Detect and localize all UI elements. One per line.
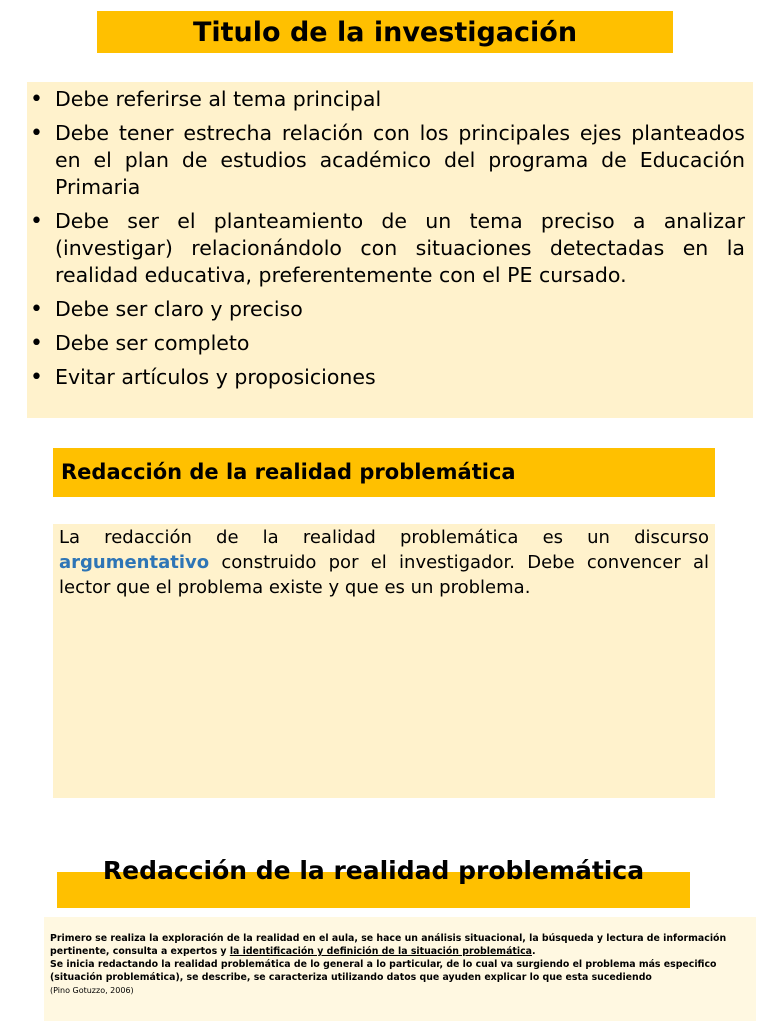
section-header-realidad: Redacción de la realidad problemática — [53, 448, 715, 497]
section-header-overlapping: Redacción de la realidad problemática — [102, 856, 645, 885]
list-item: • Debe ser claro y preciso — [27, 296, 745, 323]
list-item: • Evitar artículos y proposiciones — [27, 364, 745, 391]
section-text-box — [53, 524, 715, 798]
criteria-list — [27, 86, 745, 391]
paragraph-text: La redacción de la realidad problemática es un discurso — [59, 527, 709, 548]
note-paragraph: Primero se realiza la exploración de la realidad en el aula, se hace un análisis situacional, la búsqueda y lectura de información pertinente, consulta a expertos y la identificación y definición de la situación problemática. — [50, 933, 727, 957]
list-item: • Debe tener estrecha relación con los principales ejes planteados en el plan de estudios académico del programa de Educación Primaria — [27, 120, 745, 201]
note-box — [44, 917, 756, 1021]
highlighted-term: argumentativo — [59, 552, 210, 573]
paragraph-text: construido por el investigador. Debe convencer al lector que el problema existe y que es un problema. — [59, 552, 709, 598]
page-title: Titulo de la investigación — [97, 11, 673, 53]
note-paragraph: Se inicia redactando la realidad problemática de lo general a lo particular, de lo cual va surgiendo el problema más especifico (situación problemática), se describe, se caracteriza utilizando datos que ayuden explicar lo que esta sucediendo — [50, 959, 717, 983]
list-item: • Debe referirse al tema principal — [27, 86, 745, 113]
underlined-phrase: la identificación y definición de la situación problemática — [229, 946, 532, 957]
list-item: • Debe ser completo — [27, 330, 745, 357]
criteria-list-box — [27, 82, 753, 418]
citation: (Pino Gotuzzo, 2006) — [50, 986, 134, 995]
list-item: • Debe ser el planteamiento de un tema preciso a analizar (investigar) relacionándolo con situaciones detectadas en la realidad educativa, preferentemente con el PE cursado. — [27, 208, 745, 289]
